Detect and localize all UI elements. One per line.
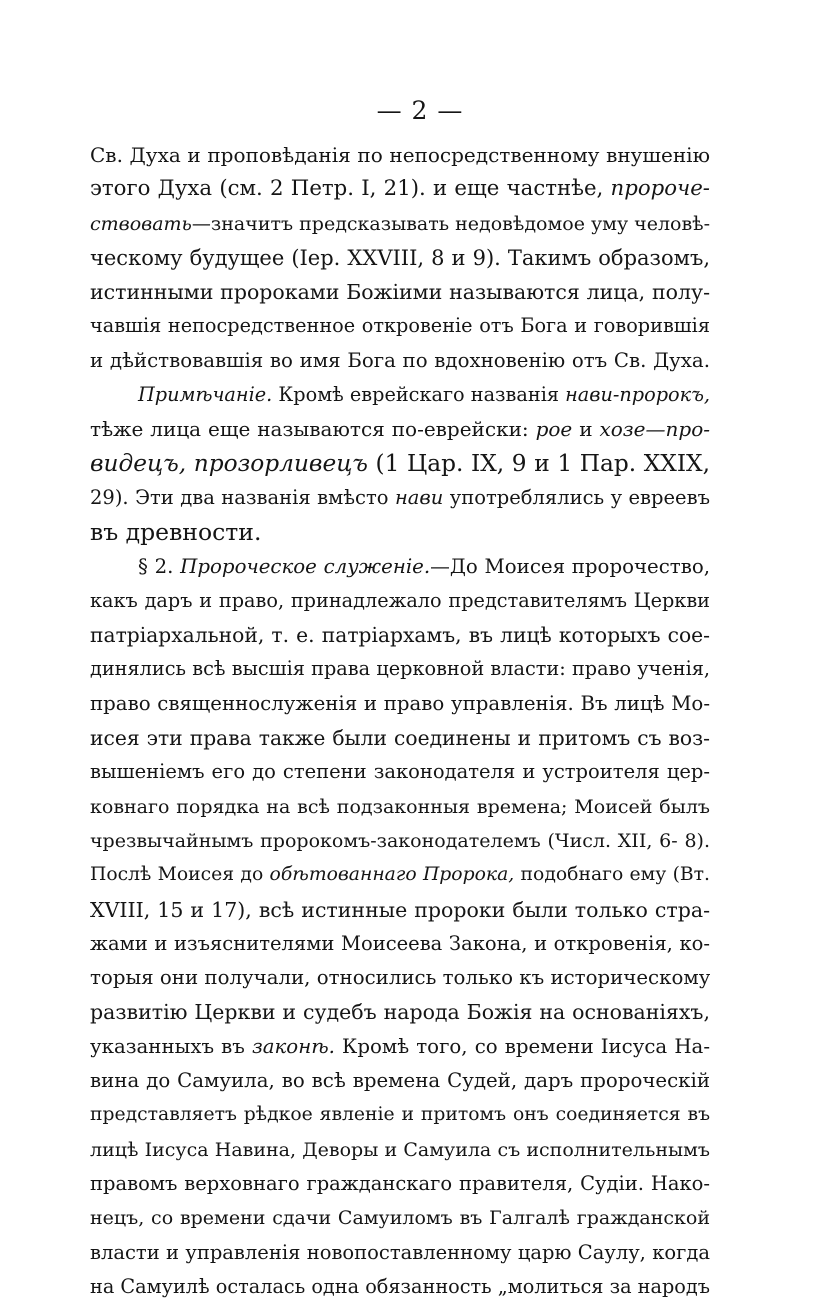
text-line: правомъ верховнаго гражданскаго правителя, Судіи. Нако- xyxy=(90,1171,710,1195)
text-line: развитію Церкви и судебъ народа Божія на основаніяхъ, xyxy=(90,1000,710,1025)
text-line: истинными пророками Божіими называются лица, полу- xyxy=(90,280,710,305)
text-line: этого Духа (см. 2 Петр. I, 21). и еще частнѣе, пророче- xyxy=(90,176,710,202)
text-line: жами и изъяснителями Моисеева Закона, и откровенія, ко- xyxy=(90,931,710,955)
note-paragraph-start: Примѣчаніе. Кромѣ еврейскаго названія нави-пророкъ, xyxy=(138,383,710,407)
text-line: право священнослуженія и право управленія. Въ лицѣ Мо- xyxy=(90,691,710,715)
text-line: ковнаго порядка на всѣ подзаконныя времена; Моисей былъ xyxy=(90,795,710,818)
text-line: динялись всѣ высшія права церковной власти: право ученія, xyxy=(90,657,710,681)
text-line: указанныхъ въ законѣ. Кромѣ того, со времени Іисуса На- xyxy=(90,1034,710,1058)
text-line: въ древности. xyxy=(90,518,262,547)
text-line: тѣже лица еще называются по-еврейски: рое и хозе—про- xyxy=(90,417,710,442)
text-line: 29). Эти два названія вмѣсто нави употреблялись у евреевъ xyxy=(90,485,710,509)
text-line: исея эти права также были соединены и притомъ съ воз- xyxy=(90,726,710,751)
text-line: Послѣ Моисея до обѣтованнаго Пророка, подобнаго ему (Вт. xyxy=(90,864,710,886)
text-line: на Самуилѣ осталась одна обязанность „молиться за народъ xyxy=(90,1274,710,1298)
text-line: вышеніемъ его до степени законодателя и устроителя цер- xyxy=(90,760,710,784)
text-line: какъ даръ и право, принадлежало представителямъ Церкви xyxy=(90,588,710,612)
text-line: Св. Духа и проповѣданія по непосредственному внушенію xyxy=(90,143,710,167)
text-line: ствовать—значитъ предсказывать недовѣдомое уму человѣ- xyxy=(90,212,710,235)
text-line: ческому будущее (Іер. XXVIII, 8 и 9). Такимъ образомъ, xyxy=(90,245,710,270)
text-line: торыя они получали, относились только къ историческому xyxy=(90,966,710,990)
text-line: XVIII, 15 и 17), всѣ истинные пророки были только стра- xyxy=(90,897,710,922)
text-line: и дѣйствовавшія во имя Бога по вдохновенію отъ Св. Духа. xyxy=(90,348,710,372)
body-text xyxy=(90,138,710,1304)
text-line: нецъ, со времени сдачи Самуиломъ въ Галгалѣ гражданской xyxy=(90,1207,710,1230)
text-line: чрезвычайнымъ пророкомъ-законодателемъ (Числ. XII, 6- 8). xyxy=(90,829,710,852)
text-line: лицѣ Іисуса Навина, Деворы и Самуила съ исполнительнымъ xyxy=(90,1138,710,1161)
text-line: представляетъ рѣдкое явленіе и притомъ онъ соединяется въ xyxy=(90,1104,710,1126)
text-line: вина до Самуила, во всѣ времена Судей, даръ пророческій xyxy=(90,1069,710,1093)
text-line: патріархальной, т. е. патріархамъ, въ лицѣ которыхъ сое- xyxy=(90,623,710,648)
text-line: видецъ, прозорливецъ (1 Цар. IX, 9 и 1 Пар. XXIX, xyxy=(90,449,710,477)
text-line: власти и управленія новопоставленному царю Саулу, когда xyxy=(90,1240,710,1264)
section-heading-line: § 2. Пророческое служеніе.—До Моисея пророчество, xyxy=(138,554,710,578)
page-number: — 2 — xyxy=(376,96,464,125)
text-line: чавшія непосредственное откровеніе отъ Бога и говорившія xyxy=(90,314,710,338)
